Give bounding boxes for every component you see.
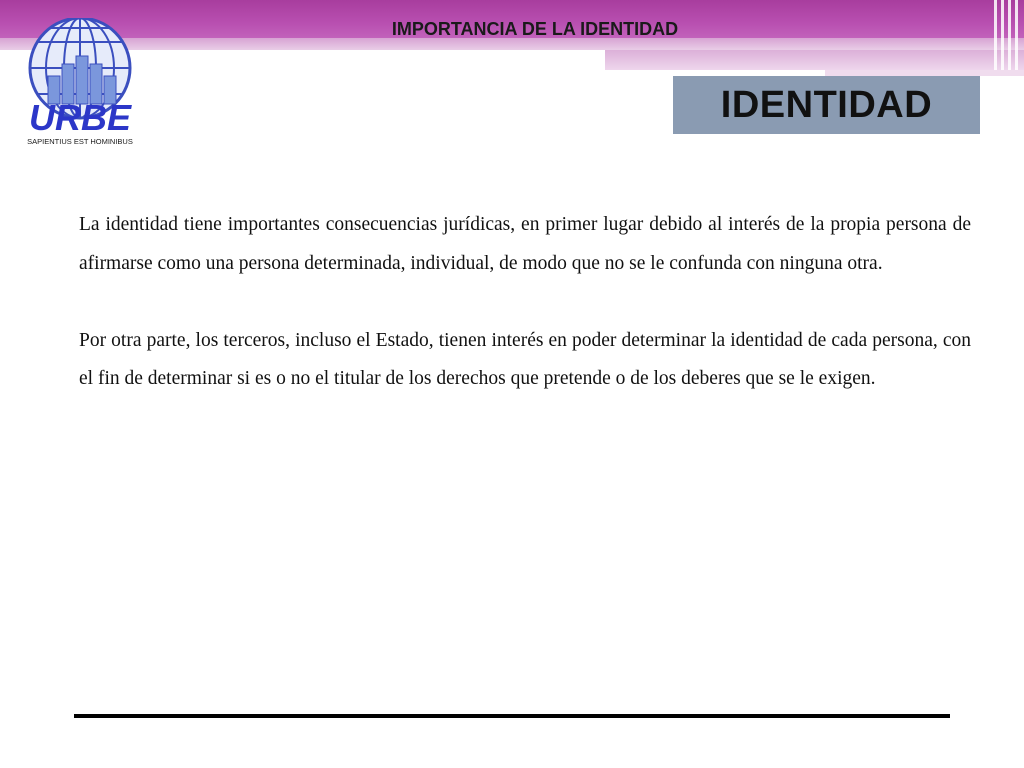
header-band-accent bbox=[605, 50, 1024, 70]
logo-letters: URBE bbox=[28, 97, 132, 138]
paragraph: La identidad tiene importantes consecuencias jurídicas, en primer lugar debido al interés de la propia persona de afirmarse como una persona determinada, individual, de modo que no se le confunda con ninguna otra. bbox=[79, 214, 971, 274]
header-title: IMPORTANCIA DE LA IDENTIDAD bbox=[391, 19, 679, 39]
body-text bbox=[79, 206, 971, 437]
decorative-stripe bbox=[1008, 0, 1011, 70]
decorative-stripe bbox=[994, 0, 997, 70]
bottom-divider bbox=[74, 714, 950, 718]
decorative-stripe bbox=[1015, 0, 1018, 70]
decorative-stripe bbox=[1001, 0, 1004, 70]
paragraph: Por otra parte, los terceros, incluso el Estado, tienen interés en poder determinar la identidad de cada persona, con el fin de determinar si es o no el titular de los derechos que pretende o de los deberes que se le exigen. bbox=[79, 329, 971, 389]
title-box bbox=[673, 76, 980, 134]
university-logo bbox=[24, 18, 140, 150]
logo-motto: SAPIENTIUS EST HOMINIBUS bbox=[27, 137, 133, 146]
slide-title: IDENTIDAD bbox=[720, 83, 933, 126]
